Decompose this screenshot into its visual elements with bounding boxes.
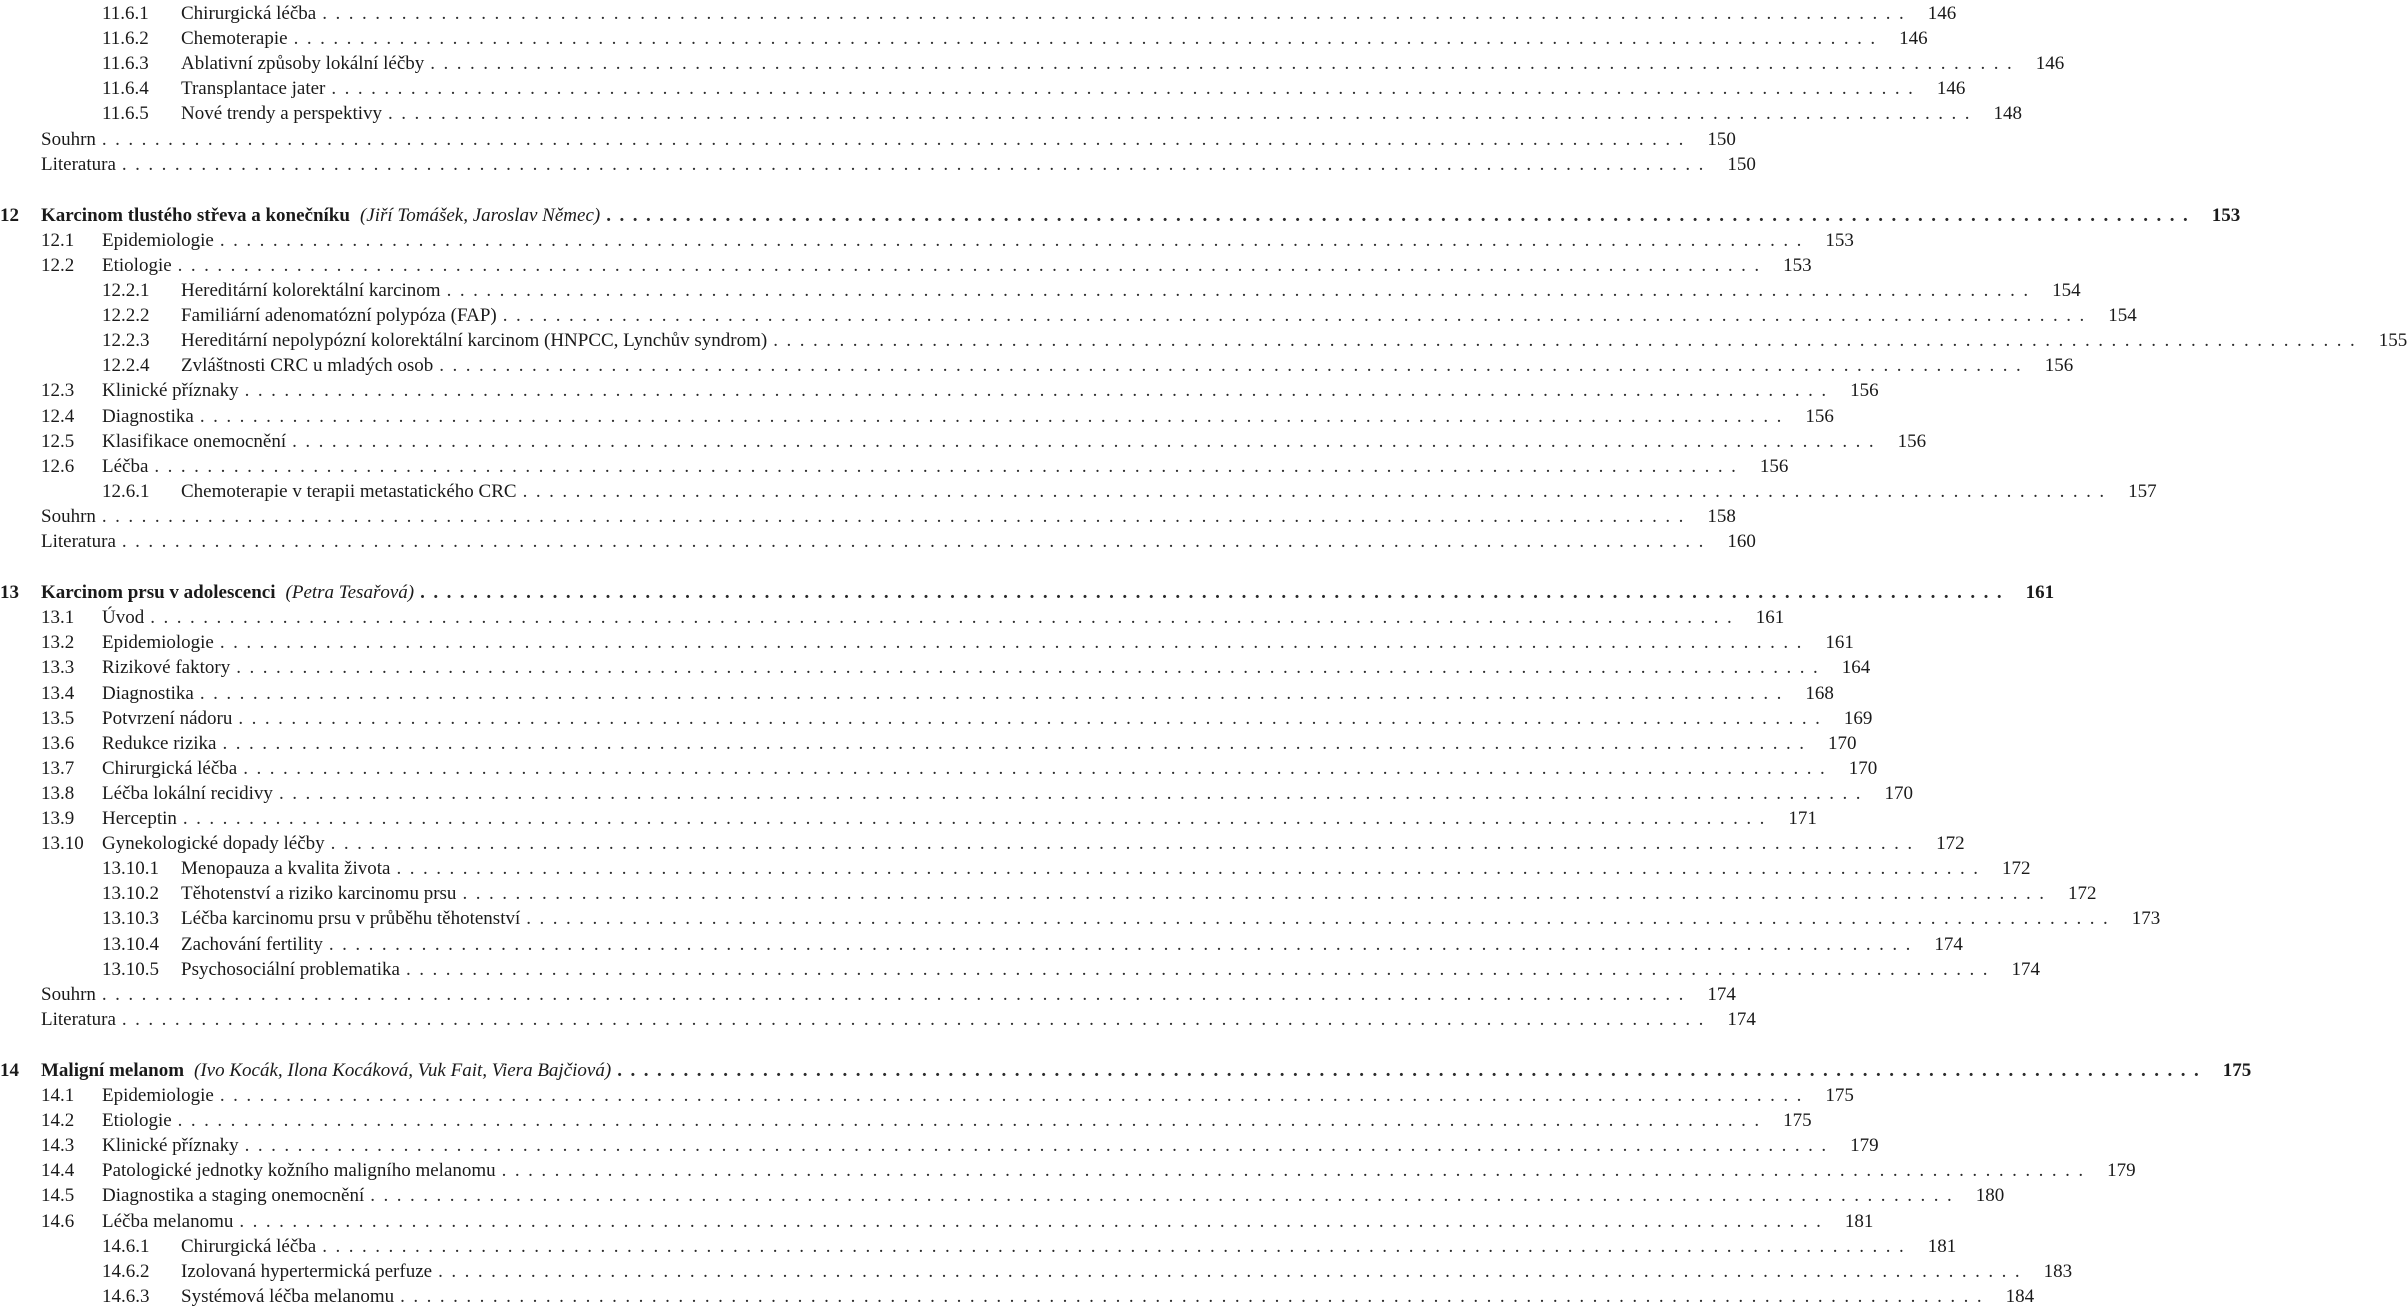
toc-entry[interactable]	[0, 530, 1756, 554]
toc-entry[interactable]	[0, 983, 1736, 1007]
dot-leader: ........................................................................................................................	[292, 430, 1883, 452]
dot-leader: ........................................................................................................................	[121, 1008, 1712, 1030]
toc-entry[interactable]	[0, 379, 1879, 403]
toc-page-number: 153	[1825, 229, 1854, 251]
dot-leader: ........................................................................................................................	[219, 632, 1810, 654]
dot-leader: ........................................................................................................................	[388, 103, 1979, 125]
dot-leader: ........................................................................................................................	[522, 480, 2113, 502]
toc-number: 11.6.4	[102, 78, 149, 100]
toc-page-number: 181	[1844, 1210, 1874, 1232]
toc-title: Transplantace jater	[181, 78, 326, 100]
dot-leader: ........................................................................................................................	[328, 933, 1919, 955]
toc-page-number: 174	[1707, 983, 1736, 1005]
toc-title: Rizikové faktory	[102, 657, 231, 679]
toc-entry[interactable]	[0, 656, 1871, 680]
toc-title: Familiární adenomatózní polypóza (FAP)	[181, 305, 497, 327]
toc-title: Systémová léčba melanomu	[181, 1285, 395, 1307]
toc-number: 14.2	[41, 1110, 75, 1132]
toc-number: 12.6	[41, 455, 75, 477]
toc-number: 12.2.4	[102, 355, 150, 377]
toc-number: 12.2.3	[102, 330, 150, 352]
toc-entry[interactable]	[0, 707, 1873, 731]
toc-entry[interactable]	[0, 254, 1812, 278]
toc-entry[interactable]	[0, 1008, 1756, 1032]
toc-page-number: 153	[1783, 254, 1812, 276]
toc-entry[interactable]	[0, 2, 1957, 26]
dot-leader: ........................................................................................................................	[405, 958, 1996, 980]
toc-number: 14.6.1	[102, 1235, 150, 1257]
toc-page-number: 148	[1993, 103, 2023, 125]
toc-number: 13.4	[41, 682, 75, 704]
toc-title: Zachování fertility	[181, 933, 323, 955]
toc-page-number: 174	[1934, 933, 1963, 955]
toc-entry[interactable]	[0, 405, 1834, 429]
dot-leader: ........................................................................................................................	[199, 405, 1790, 427]
toc-page-number: 161	[2025, 582, 2055, 604]
toc-page-number: 154	[2052, 280, 2081, 301]
toc-page-number: 175	[2222, 1059, 2252, 1081]
toc-title: Úvod	[102, 607, 145, 629]
toc-entry[interactable]	[0, 1134, 1879, 1158]
toc-page-number: 155	[2378, 330, 2407, 352]
toc-title: Diagnostika	[102, 405, 194, 427]
toc-title: Epidemiologie	[102, 632, 214, 654]
toc-authors: (Ivo Kocák, Ilona Kocáková, Vuk Fait, Viera Bajčiová)	[194, 1059, 612, 1081]
toc-title: Chemoterapie v terapii metastatického CRC	[181, 480, 517, 502]
dot-leader: ........................................................................................................................	[177, 1110, 1768, 1132]
toc-title: Diagnostika	[102, 682, 194, 704]
dot-leader: ........................................................................................................................	[238, 707, 1829, 729]
toc-title: Chirurgická léčba	[181, 3, 317, 24]
toc-page-number: 150	[1707, 128, 1736, 150]
toc-page-number: 150	[1727, 153, 1756, 175]
toc-number: 11.6.2	[102, 28, 149, 50]
dot-leader: ........................................................................................................................	[396, 858, 1987, 880]
toc-title: Klinické příznaky	[102, 1135, 239, 1157]
toc-title: Maligní melanom	[41, 1059, 185, 1081]
toc-entry[interactable]	[0, 229, 1854, 253]
toc-title: Menopauza a kvalita života	[181, 858, 391, 880]
dot-leader: ........................................................................................................................	[293, 28, 1884, 50]
dot-leader: ........................................................................................................................	[526, 908, 2117, 930]
dot-leader: ........................................................................................................................	[182, 808, 1773, 829]
toc-title: Psychosociální problematika	[181, 958, 400, 980]
dot-leader: ........................................................................................................................	[278, 782, 1869, 804]
dot-leader: ........................................................................................................................	[462, 883, 2053, 905]
toc-title: Potvrzení nádoru	[102, 707, 233, 729]
toc-number: 11.6.3	[102, 53, 149, 75]
toc-page-number: 170	[1827, 732, 1857, 754]
toc-number: 14.4	[41, 1160, 75, 1182]
toc-number: 11.6.1	[102, 3, 149, 24]
toc-entry[interactable]	[0, 430, 1927, 454]
toc-entry[interactable]	[0, 52, 2065, 76]
toc-page-number: 174	[2011, 958, 2040, 980]
toc-number: 13.2	[41, 632, 75, 654]
toc-entry[interactable]	[0, 782, 1913, 806]
dot-leader: ........................................................................................................................	[236, 657, 1827, 679]
toc-number: 14.6	[41, 1210, 75, 1232]
toc-number: 12.5	[41, 430, 75, 452]
toc-title: Souhrn	[41, 505, 96, 527]
toc-number: 12.2.2	[102, 305, 150, 327]
toc-title: Chirurgická léčba	[102, 757, 238, 779]
toc-number: 14.6.2	[102, 1260, 150, 1282]
toc-chapter[interactable]	[0, 204, 2241, 228]
toc-title: Léčba karcinomu prsu v průběhu těhotenství	[181, 908, 521, 930]
toc-entry[interactable]	[0, 505, 1736, 529]
toc-entry[interactable]	[0, 455, 1789, 479]
toc-page-number: 156	[1897, 430, 1927, 452]
toc-entry[interactable]	[0, 128, 1736, 152]
toc-title: Redukce rizika	[102, 732, 217, 754]
dot-leader: ........................................................................................................................	[244, 380, 1835, 402]
toc-number: 13.8	[41, 782, 75, 804]
toc-number: 13.10	[41, 833, 84, 855]
toc-page-number: 157	[2128, 480, 2157, 502]
toc-title: Souhrn	[41, 983, 96, 1005]
toc-number: 12.4	[41, 405, 75, 427]
toc-title: Etiologie	[102, 254, 172, 276]
dot-leader: ........................................................................................................................	[239, 1210, 1830, 1232]
toc-page-number: 184	[2005, 1285, 2035, 1307]
toc-number: 14.3	[41, 1135, 75, 1157]
toc-entry[interactable]	[0, 857, 2031, 881]
toc-title: Léčba lokální recidivy	[102, 782, 273, 804]
toc-entry[interactable]	[0, 882, 2097, 906]
toc-entry[interactable]	[0, 153, 1756, 177]
toc-title: Karcinom prsu v adolescenci	[41, 582, 276, 604]
toc-number: 12.2.1	[102, 280, 150, 301]
toc-number: 13.10.4	[102, 933, 159, 955]
toc-page-number: 164	[1841, 657, 1871, 679]
toc-title: Literatura	[41, 1008, 116, 1030]
toc-title: Epidemiologie	[102, 229, 214, 251]
dot-leader: ........................................................................................................................	[243, 757, 1834, 779]
toc-entry[interactable]	[0, 102, 2023, 126]
toc-page-number: 181	[1927, 1235, 1957, 1257]
toc-entry[interactable]	[0, 480, 2157, 504]
toc-page-number: 146	[1899, 28, 1928, 50]
toc-entry[interactable]	[0, 606, 1785, 630]
toc-title: Literatura	[41, 531, 116, 552]
toc-number: 13.10.5	[102, 958, 159, 980]
dot-leader: ........................................................................................................................	[439, 355, 2030, 377]
toc-page-number: 156	[2044, 355, 2074, 377]
toc-page-number: 171	[1788, 808, 1817, 829]
toc-number: 12.6.1	[102, 480, 150, 502]
dot-leader: ........................................................................................................................	[501, 1160, 2092, 1182]
toc-entry[interactable]	[0, 27, 1928, 51]
toc-title: Patologické jednotky kožního maligního melanomu	[102, 1160, 496, 1182]
toc-entry[interactable]	[0, 732, 1857, 756]
toc-entry[interactable]	[0, 757, 1878, 781]
toc-page-number: 170	[1884, 782, 1913, 804]
toc-number: 12.3	[41, 380, 75, 402]
toc-number: 13	[0, 582, 19, 604]
toc-title: Izolovaná hypertermická perfuze	[181, 1260, 433, 1282]
toc-page-number: 172	[2067, 883, 2097, 905]
toc-page-number: 154	[2108, 305, 2137, 327]
toc-page-number: 146	[1936, 78, 1966, 100]
toc-number: 12	[0, 204, 19, 226]
toc-page-number: 173	[2131, 908, 2161, 930]
toc-title: Ablativní způsoby lokální léčby	[181, 53, 425, 75]
dot-leader: ........................................................................................................................	[330, 833, 1921, 855]
toc-page-number: 179	[2107, 1160, 2136, 1182]
toc-entry[interactable]	[0, 1285, 2035, 1309]
dot-leader: ........................................................................................................................	[219, 1085, 1810, 1106]
dot-leader: ........................................................................................................................	[101, 983, 1692, 1005]
toc-entry[interactable]	[0, 1210, 1874, 1234]
toc-page-number: 175	[1825, 1085, 1854, 1106]
toc-number: 13.10.3	[102, 908, 159, 930]
toc-page-number: 160	[1727, 531, 1756, 552]
dot-leader: ........................................................................................................................	[430, 53, 2021, 75]
toc-number: 13.10.2	[102, 883, 159, 905]
dot-leader: ........................................................................................................................	[606, 204, 2197, 226]
toc-page-number: 172	[2001, 858, 2031, 880]
toc-page-number: 168	[1805, 682, 1834, 704]
toc-entry[interactable]	[0, 329, 2407, 353]
toc-entry[interactable]	[0, 1084, 1854, 1108]
toc-page-number: 175	[1783, 1110, 1812, 1132]
toc-page-number: 172	[1936, 833, 1965, 855]
toc-title: Nové trendy a perspektivy	[181, 103, 383, 125]
toc-title: Zvláštnosti CRC u mladých osob	[181, 355, 434, 377]
toc-entry[interactable]	[0, 832, 1965, 856]
toc-page-number: 183	[2043, 1260, 2073, 1282]
dot-leader: ........................................................................................................................	[219, 229, 1810, 251]
toc-title: Klasifikace onemocnění	[102, 430, 287, 452]
toc-title: Diagnostika a staging onemocnění	[102, 1185, 365, 1207]
toc-entry[interactable]	[0, 1184, 2005, 1208]
dot-leader: ........................................................................................................................	[121, 153, 1712, 175]
toc-page-number: 156	[1850, 380, 1879, 402]
toc-entry[interactable]	[0, 1260, 2073, 1284]
toc-page-number: 161	[1825, 632, 1854, 654]
dot-leader: ........................................................................................................................	[222, 732, 1813, 754]
toc-number: 13.5	[41, 707, 75, 729]
dot-leader: ........................................................................................................................	[154, 455, 1745, 477]
toc-entry[interactable]	[0, 1159, 2136, 1183]
toc-page-number: 156	[1805, 405, 1834, 427]
dot-leader: ........................................................................................................................	[370, 1185, 1961, 1207]
toc-page-number: 179	[1850, 1135, 1879, 1157]
toc-entry[interactable]	[0, 807, 1817, 831]
toc-page-number: 146	[2035, 53, 2065, 75]
toc-entry[interactable]	[0, 907, 2161, 931]
dot-leader: ........................................................................................................................	[150, 607, 1741, 629]
toc-title: Těhotenství a riziko karcinomu prsu	[181, 883, 457, 905]
dot-leader: ........................................................................................................................	[322, 1235, 1913, 1257]
toc-entry[interactable]	[0, 933, 1963, 957]
dot-leader: ........................................................................................................................	[773, 330, 2364, 352]
toc-number: 12.1	[41, 229, 75, 251]
toc-title: Léčba melanomu	[102, 1210, 234, 1232]
toc-title: Chirurgická léčba	[181, 1235, 317, 1257]
toc-number: 11.6.5	[102, 103, 149, 125]
toc-title: Herceptin	[102, 808, 177, 829]
toc-number: 12.2	[41, 254, 75, 276]
toc-chapter[interactable]	[0, 581, 2055, 605]
toc-title: Etiologie	[102, 1110, 172, 1132]
toc-number: 14.5	[41, 1185, 75, 1207]
toc-entry[interactable]	[0, 354, 2074, 378]
dot-leader: ........................................................................................................................	[400, 1285, 1991, 1307]
dot-leader: ........................................................................................................................	[438, 1260, 2029, 1282]
toc-page-number: 153	[2211, 204, 2241, 226]
toc-page-number: 158	[1707, 505, 1736, 527]
toc-entry[interactable]	[0, 1235, 1957, 1259]
toc-authors: (Petra Tesařová)	[285, 582, 415, 604]
toc-title: Hereditární nepolypózní kolorektální karcinom (HNPCC, Lynchův syndrom)	[181, 330, 768, 352]
toc-page-number: 146	[1927, 3, 1957, 24]
dot-leader: ........................................................................................................................	[617, 1059, 2208, 1081]
toc-number: 13.6	[41, 732, 75, 754]
toc-title: Léčba	[102, 455, 149, 477]
toc-entry[interactable]	[0, 279, 2081, 303]
toc-entry[interactable]	[0, 304, 2137, 328]
toc-number: 13.9	[41, 808, 75, 829]
toc-title: Karcinom tlustého střeva a konečníku	[41, 204, 350, 226]
dot-leader: ........................................................................................................................	[322, 3, 1913, 24]
dot-leader: ........................................................................................................................	[331, 78, 1922, 100]
toc-page-number: 180	[1975, 1185, 2005, 1207]
dot-leader: ........................................................................................................................	[199, 682, 1790, 704]
toc-page-number: 156	[1759, 455, 1789, 477]
dot-leader: ........................................................................................................................	[244, 1135, 1835, 1157]
dot-leader: ........................................................................................................................	[101, 505, 1692, 527]
toc-title: Klinické příznaky	[102, 380, 239, 402]
toc-entry[interactable]	[0, 682, 1834, 706]
toc-number: 13.10.1	[102, 858, 159, 880]
toc-authors: (Jiří Tomášek, Jaroslav Němec)	[359, 204, 601, 226]
toc-number: 13.3	[41, 657, 75, 679]
toc-number: 13.7	[41, 757, 75, 779]
toc-page-number: 170	[1848, 757, 1878, 779]
toc-number: 14.6.3	[102, 1285, 150, 1307]
toc-entry[interactable]	[0, 631, 1854, 655]
toc-title: Literatura	[41, 153, 116, 175]
toc-entry[interactable]	[0, 958, 2040, 982]
toc-page-number: 161	[1755, 607, 1785, 629]
toc-number: 14.1	[41, 1085, 75, 1106]
toc-number: 14	[0, 1059, 19, 1081]
toc-title: Hereditární kolorektální karcinom	[181, 280, 441, 301]
toc-title: Chemoterapie	[181, 28, 288, 50]
dot-leader: ........................................................................................................................	[502, 305, 2093, 327]
toc-entry[interactable]	[0, 77, 1966, 101]
dot-leader: ........................................................................................................................	[177, 254, 1768, 276]
toc-entry[interactable]	[0, 1109, 1812, 1133]
dot-leader: ........................................................................................................................	[420, 582, 2011, 604]
toc-title: Souhrn	[41, 128, 96, 150]
toc-title: Epidemiologie	[102, 1085, 214, 1106]
dot-leader: ........................................................................................................................	[121, 531, 1712, 552]
toc-page-number: 174	[1727, 1008, 1756, 1030]
dot-leader: ........................................................................................................................	[101, 128, 1692, 150]
dot-leader: ........................................................................................................................	[446, 280, 2037, 301]
toc-number: 13.1	[41, 607, 75, 629]
toc-chapter[interactable]	[0, 1059, 2252, 1083]
toc-page-number: 169	[1843, 707, 1873, 729]
toc-title: Gynekologické dopady léčby	[102, 833, 325, 855]
